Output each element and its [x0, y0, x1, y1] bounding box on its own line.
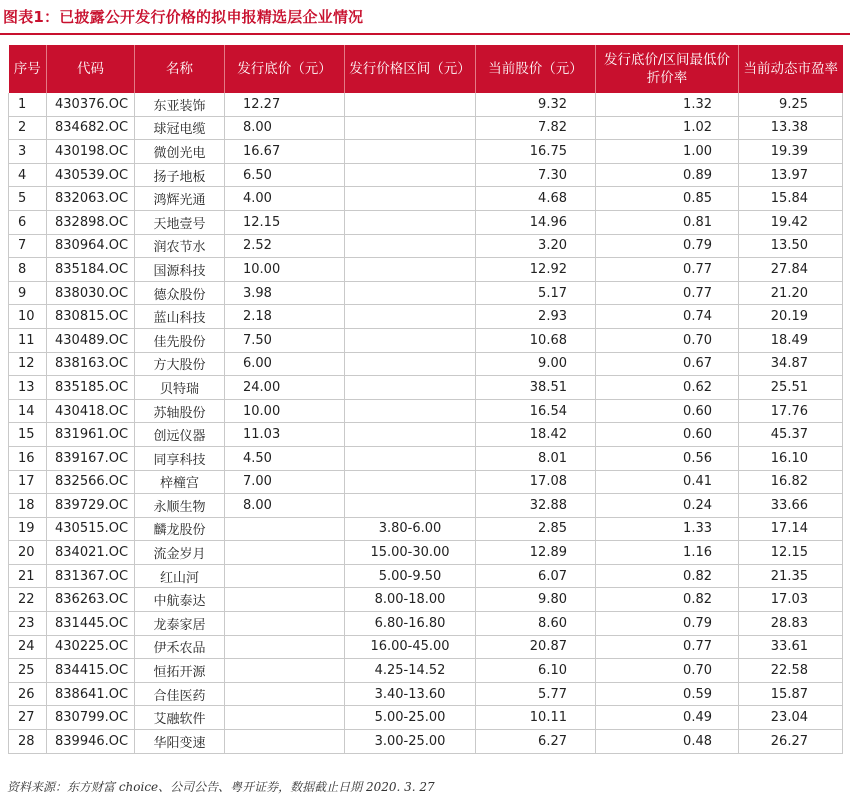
cell-price-range: [345, 140, 476, 164]
cell-index: 6: [9, 210, 47, 234]
cell-floor-price: [225, 564, 345, 588]
cell-name: 恒拓开源: [135, 659, 225, 683]
cell-discount-rate: 0.82: [596, 564, 739, 588]
cell-discount-rate: 0.82: [596, 588, 739, 612]
cell-name: 伊禾农品: [135, 635, 225, 659]
cell-index: 25: [9, 659, 47, 683]
cell-index: 14: [9, 399, 47, 423]
cell-current-price: 6.27: [476, 730, 596, 754]
cell-name: 贝特瑞: [135, 376, 225, 400]
cell-discount-rate: 0.85: [596, 187, 739, 211]
cell-code: 832063.OC: [47, 187, 135, 211]
cell-name: 德众股份: [135, 281, 225, 305]
cell-code: 430376.OC: [47, 93, 135, 116]
title-rule: [0, 33, 850, 35]
cell-pe-ratio: 26.27: [739, 730, 843, 754]
cell-code: 839946.OC: [47, 730, 135, 754]
cell-code: 834021.OC: [47, 541, 135, 565]
cell-price-range: [345, 210, 476, 234]
cell-index: 24: [9, 635, 47, 659]
cell-index: 18: [9, 494, 47, 518]
cell-pe-ratio: 20.19: [739, 305, 843, 329]
cell-name: 国源科技: [135, 258, 225, 282]
cell-floor-price: 3.98: [225, 281, 345, 305]
header-name: 名称: [135, 45, 225, 93]
cell-pe-ratio: 33.61: [739, 635, 843, 659]
cell-current-price: 2.85: [476, 517, 596, 541]
cell-current-price: 5.17: [476, 281, 596, 305]
cell-index: 2: [9, 116, 47, 140]
cell-code: 831367.OC: [47, 564, 135, 588]
cell-current-price: 6.10: [476, 659, 596, 683]
cell-floor-price: 2.52: [225, 234, 345, 258]
cell-discount-rate: 0.79: [596, 612, 739, 636]
cell-name: 创远仪器: [135, 423, 225, 447]
table-row: [9, 258, 843, 282]
table-row: [9, 682, 843, 706]
cell-name: 梓橦宫: [135, 470, 225, 494]
cell-index: 20: [9, 541, 47, 565]
cell-discount-rate: 0.60: [596, 399, 739, 423]
cell-price-range: 5.00-9.50: [345, 564, 476, 588]
table-row: [9, 376, 843, 400]
cell-code: 430225.OC: [47, 635, 135, 659]
cell-current-price: 18.42: [476, 423, 596, 447]
cell-current-price: 10.11: [476, 706, 596, 730]
cell-index: 5: [9, 187, 47, 211]
cell-floor-price: 12.15: [225, 210, 345, 234]
cell-price-range: [345, 399, 476, 423]
cell-floor-price: [225, 588, 345, 612]
cell-current-price: 8.01: [476, 446, 596, 470]
cell-pe-ratio: 21.20: [739, 281, 843, 305]
cell-current-price: 9.00: [476, 352, 596, 376]
cell-code: 835185.OC: [47, 376, 135, 400]
cell-index: 10: [9, 305, 47, 329]
table-row: [9, 541, 843, 565]
cell-price-range: [345, 470, 476, 494]
cell-price-range: [345, 376, 476, 400]
header-row: [9, 45, 843, 93]
cell-code: 838641.OC: [47, 682, 135, 706]
cell-name: 红山河: [135, 564, 225, 588]
cell-current-price: 8.60: [476, 612, 596, 636]
cell-floor-price: 8.00: [225, 116, 345, 140]
cell-price-range: 8.00-18.00: [345, 588, 476, 612]
header-index: 序号: [9, 45, 47, 93]
header-price-range: 发行价格区间（元）: [345, 45, 476, 93]
cell-code: 830799.OC: [47, 706, 135, 730]
cell-price-range: [345, 281, 476, 305]
cell-pe-ratio: 23.04: [739, 706, 843, 730]
cell-discount-rate: 0.62: [596, 376, 739, 400]
cell-name: 合佳医药: [135, 682, 225, 706]
cell-discount-rate: 0.67: [596, 352, 739, 376]
cell-code: 838030.OC: [47, 281, 135, 305]
cell-name: 鸿辉光通: [135, 187, 225, 211]
cell-discount-rate: 1.33: [596, 517, 739, 541]
cell-index: 7: [9, 234, 47, 258]
figure-title: 图表1：已披露公开发行价格的拟申报精选层企业情况: [3, 8, 364, 26]
cell-floor-price: [225, 612, 345, 636]
cell-pe-ratio: 13.97: [739, 163, 843, 187]
cell-pe-ratio: 45.37: [739, 423, 843, 447]
cell-name: 润农节水: [135, 234, 225, 258]
cell-pe-ratio: 33.66: [739, 494, 843, 518]
cell-index: 15: [9, 423, 47, 447]
cell-pe-ratio: 18.49: [739, 328, 843, 352]
cell-current-price: 16.54: [476, 399, 596, 423]
cell-floor-price: 10.00: [225, 399, 345, 423]
cell-code: 430539.OC: [47, 163, 135, 187]
cell-floor-price: [225, 730, 345, 754]
cell-name: 苏轴股份: [135, 399, 225, 423]
cell-price-range: [345, 116, 476, 140]
cell-code: 430489.OC: [47, 328, 135, 352]
header-current-price: 当前股价（元）: [476, 45, 596, 93]
table-row: [9, 93, 843, 116]
cell-code: 430515.OC: [47, 517, 135, 541]
cell-index: 22: [9, 588, 47, 612]
cell-pe-ratio: 22.58: [739, 659, 843, 683]
cell-index: 19: [9, 517, 47, 541]
table-row: [9, 187, 843, 211]
cell-discount-rate: 0.70: [596, 659, 739, 683]
cell-code: 831445.OC: [47, 612, 135, 636]
cell-discount-rate: 1.16: [596, 541, 739, 565]
cell-discount-rate: 0.74: [596, 305, 739, 329]
cell-code: 834415.OC: [47, 659, 135, 683]
cell-current-price: 3.20: [476, 234, 596, 258]
cell-index: 21: [9, 564, 47, 588]
cell-name: 华阳变速: [135, 730, 225, 754]
cell-name: 东亚装饰: [135, 93, 225, 116]
cell-current-price: 9.80: [476, 588, 596, 612]
cell-index: 13: [9, 376, 47, 400]
table-row: [9, 706, 843, 730]
cell-current-price: 20.87: [476, 635, 596, 659]
cell-floor-price: [225, 635, 345, 659]
cell-discount-rate: 0.60: [596, 423, 739, 447]
table-row: [9, 730, 843, 754]
table-row: [9, 423, 843, 447]
table-row: [9, 210, 843, 234]
cell-pe-ratio: 15.87: [739, 682, 843, 706]
table-row: [9, 635, 843, 659]
cell-pe-ratio: 13.50: [739, 234, 843, 258]
cell-current-price: 16.75: [476, 140, 596, 164]
cell-code: 830964.OC: [47, 234, 135, 258]
cell-current-price: 6.07: [476, 564, 596, 588]
cell-discount-rate: 0.56: [596, 446, 739, 470]
cell-pe-ratio: 13.38: [739, 116, 843, 140]
cell-pe-ratio: 21.35: [739, 564, 843, 588]
cell-index: 3: [9, 140, 47, 164]
cell-current-price: 5.77: [476, 682, 596, 706]
cell-pe-ratio: 34.87: [739, 352, 843, 376]
cell-code: 839167.OC: [47, 446, 135, 470]
cell-discount-rate: 0.77: [596, 281, 739, 305]
cell-pe-ratio: 27.84: [739, 258, 843, 282]
cell-pe-ratio: 12.15: [739, 541, 843, 565]
cell-floor-price: 10.00: [225, 258, 345, 282]
cell-floor-price: [225, 517, 345, 541]
cell-code: 832566.OC: [47, 470, 135, 494]
ipo-table: [8, 45, 843, 754]
cell-index: 11: [9, 328, 47, 352]
cell-price-range: 3.80-6.00: [345, 517, 476, 541]
cell-discount-rate: 0.89: [596, 163, 739, 187]
cell-current-price: 9.32: [476, 93, 596, 116]
table-row: [9, 116, 843, 140]
cell-pe-ratio: 16.10: [739, 446, 843, 470]
table-row: [9, 352, 843, 376]
cell-current-price: 7.82: [476, 116, 596, 140]
cell-name: 蓝山科技: [135, 305, 225, 329]
cell-code: 835184.OC: [47, 258, 135, 282]
cell-discount-rate: 0.49: [596, 706, 739, 730]
cell-floor-price: 7.00: [225, 470, 345, 494]
cell-price-range: 3.40-13.60: [345, 682, 476, 706]
table-row: [9, 612, 843, 636]
cell-code: 839729.OC: [47, 494, 135, 518]
cell-current-price: 12.92: [476, 258, 596, 282]
cell-current-price: 17.08: [476, 470, 596, 494]
cell-pe-ratio: 17.76: [739, 399, 843, 423]
cell-index: 23: [9, 612, 47, 636]
cell-name: 微创光电: [135, 140, 225, 164]
table-row: [9, 328, 843, 352]
cell-discount-rate: 0.79: [596, 234, 739, 258]
cell-index: 9: [9, 281, 47, 305]
table-row: [9, 588, 843, 612]
table-row: [9, 234, 843, 258]
cell-discount-rate: 0.59: [596, 682, 739, 706]
cell-floor-price: [225, 706, 345, 730]
cell-pe-ratio: 15.84: [739, 187, 843, 211]
cell-pe-ratio: 17.14: [739, 517, 843, 541]
cell-name: 佳先股份: [135, 328, 225, 352]
cell-price-range: 6.80-16.80: [345, 612, 476, 636]
header-discount-rate: 发行底价/区间最低价折价率: [596, 45, 739, 93]
table-row: [9, 659, 843, 683]
cell-current-price: 12.89: [476, 541, 596, 565]
cell-discount-rate: 0.77: [596, 635, 739, 659]
cell-code: 430418.OC: [47, 399, 135, 423]
cell-floor-price: 24.00: [225, 376, 345, 400]
cell-price-range: [345, 423, 476, 447]
cell-name: 中航泰达: [135, 588, 225, 612]
cell-code: 836263.OC: [47, 588, 135, 612]
cell-price-range: 15.00-30.00: [345, 541, 476, 565]
cell-floor-price: 8.00: [225, 494, 345, 518]
cell-discount-rate: 0.70: [596, 328, 739, 352]
cell-index: 27: [9, 706, 47, 730]
cell-floor-price: 12.27: [225, 93, 345, 116]
table-row: [9, 494, 843, 518]
cell-name: 永顺生物: [135, 494, 225, 518]
cell-index: 26: [9, 682, 47, 706]
cell-pe-ratio: 25.51: [739, 376, 843, 400]
cell-name: 艾融软件: [135, 706, 225, 730]
cell-index: 8: [9, 258, 47, 282]
cell-index: 28: [9, 730, 47, 754]
cell-discount-rate: 1.00: [596, 140, 739, 164]
cell-name: 麟龙股份: [135, 517, 225, 541]
cell-name: 球冠电缆: [135, 116, 225, 140]
cell-pe-ratio: 19.39: [739, 140, 843, 164]
cell-name: 方大股份: [135, 352, 225, 376]
cell-pe-ratio: 19.42: [739, 210, 843, 234]
cell-name: 同享科技: [135, 446, 225, 470]
cell-price-range: 3.00-25.00: [345, 730, 476, 754]
table-row: [9, 517, 843, 541]
cell-floor-price: 7.50: [225, 328, 345, 352]
cell-price-range: 16.00-45.00: [345, 635, 476, 659]
cell-current-price: 2.93: [476, 305, 596, 329]
cell-discount-rate: 0.41: [596, 470, 739, 494]
cell-floor-price: [225, 541, 345, 565]
table-row: [9, 564, 843, 588]
table-row: [9, 446, 843, 470]
cell-current-price: 38.51: [476, 376, 596, 400]
cell-pe-ratio: 17.03: [739, 588, 843, 612]
table-row: [9, 281, 843, 305]
table-row: [9, 305, 843, 329]
header-pe-ratio: 当前动态市盈率: [739, 45, 843, 93]
table-row: [9, 470, 843, 494]
cell-floor-price: 2.18: [225, 305, 345, 329]
cell-price-range: [345, 328, 476, 352]
cell-name: 天地壹号: [135, 210, 225, 234]
cell-floor-price: 4.00: [225, 187, 345, 211]
cell-code: 834682.OC: [47, 116, 135, 140]
cell-current-price: 7.30: [476, 163, 596, 187]
cell-pe-ratio: 9.25: [739, 93, 843, 116]
table-row: [9, 140, 843, 164]
header-floor-price: 发行底价（元）: [225, 45, 345, 93]
cell-current-price: 14.96: [476, 210, 596, 234]
cell-price-range: [345, 163, 476, 187]
cell-price-range: [345, 446, 476, 470]
cell-floor-price: [225, 659, 345, 683]
cell-index: 4: [9, 163, 47, 187]
cell-discount-rate: 1.02: [596, 116, 739, 140]
cell-current-price: 4.68: [476, 187, 596, 211]
table-row: [9, 399, 843, 423]
header-code: 代码: [47, 45, 135, 93]
cell-index: 16: [9, 446, 47, 470]
cell-floor-price: 11.03: [225, 423, 345, 447]
cell-code: 831961.OC: [47, 423, 135, 447]
cell-current-price: 10.68: [476, 328, 596, 352]
cell-price-range: 5.00-25.00: [345, 706, 476, 730]
cell-price-range: 4.25-14.52: [345, 659, 476, 683]
cell-price-range: [345, 494, 476, 518]
cell-floor-price: [225, 682, 345, 706]
cell-price-range: [345, 187, 476, 211]
cell-name: 扬子地板: [135, 163, 225, 187]
source-note: 资料来源：东方财富 choice、公司公告、粤开证券，数据截止日期 2020. 3. 27: [7, 780, 435, 794]
cell-price-range: [345, 258, 476, 282]
cell-current-price: 32.88: [476, 494, 596, 518]
cell-discount-rate: 0.77: [596, 258, 739, 282]
cell-discount-rate: 0.24: [596, 494, 739, 518]
cell-index: 1: [9, 93, 47, 116]
cell-price-range: [345, 93, 476, 116]
cell-discount-rate: 1.32: [596, 93, 739, 116]
cell-discount-rate: 0.48: [596, 730, 739, 754]
cell-code: 838163.OC: [47, 352, 135, 376]
cell-name: 流金岁月: [135, 541, 225, 565]
cell-floor-price: 6.50: [225, 163, 345, 187]
cell-pe-ratio: 28.83: [739, 612, 843, 636]
cell-code: 830815.OC: [47, 305, 135, 329]
cell-pe-ratio: 16.82: [739, 470, 843, 494]
cell-price-range: [345, 352, 476, 376]
cell-floor-price: 6.00: [225, 352, 345, 376]
cell-price-range: [345, 305, 476, 329]
cell-code: 832898.OC: [47, 210, 135, 234]
cell-floor-price: 16.67: [225, 140, 345, 164]
cell-code: 430198.OC: [47, 140, 135, 164]
cell-name: 龙泰家居: [135, 612, 225, 636]
cell-discount-rate: 0.81: [596, 210, 739, 234]
cell-index: 17: [9, 470, 47, 494]
cell-floor-price: 4.50: [225, 446, 345, 470]
cell-index: 12: [9, 352, 47, 376]
cell-price-range: [345, 234, 476, 258]
table-row: [9, 163, 843, 187]
